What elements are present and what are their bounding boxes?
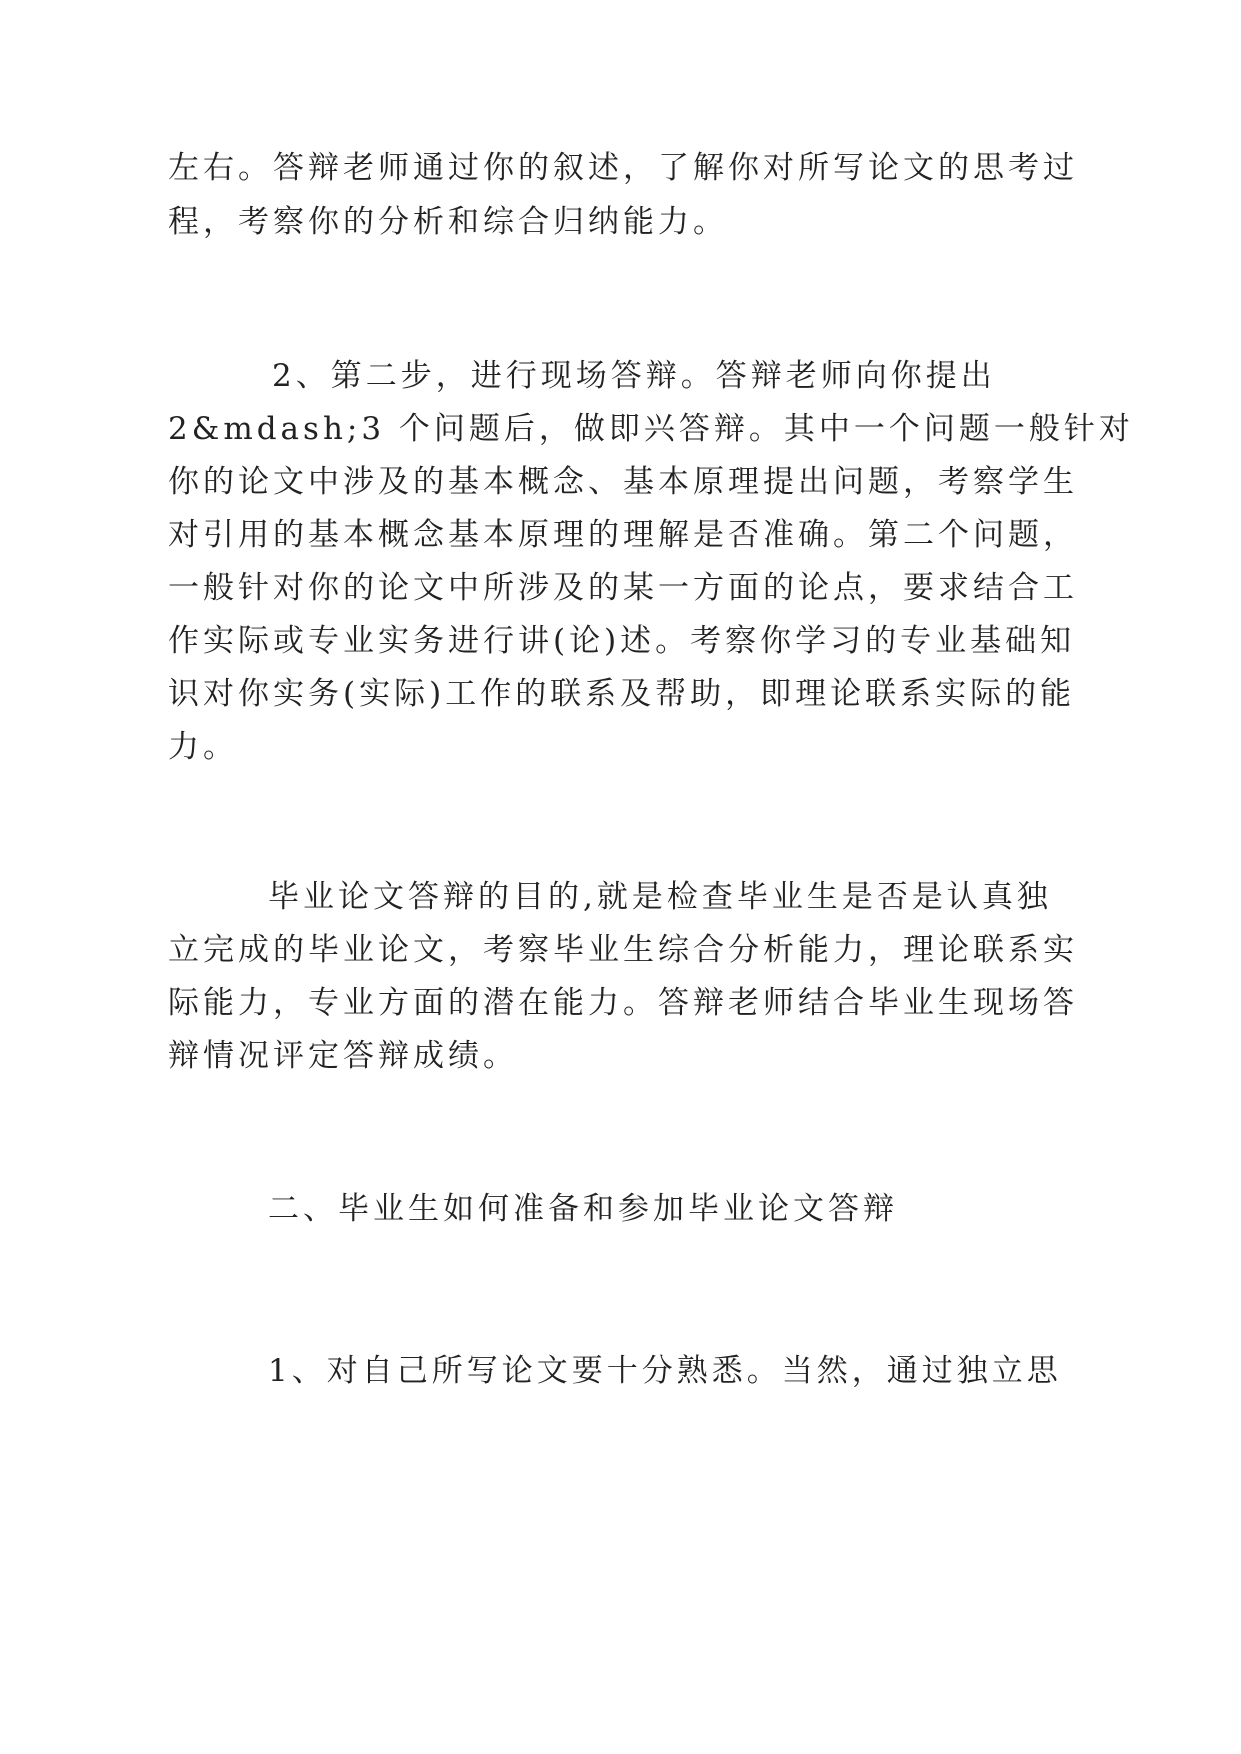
text-line: 作实际或专业实务进行讲(论)述。考察你学习的专业基础知 — [168, 623, 1076, 659]
heading-line: 二、毕业生如何准备和参加毕业论文答辩 — [268, 1191, 898, 1227]
text-line: 毕业论文答辩的目的,就是检查毕业生是否是认真独 — [268, 879, 1052, 915]
text-line: 对引用的基本概念基本原理的理解是否准确。第二个问题， — [168, 517, 1078, 553]
text-line: 立完成的毕业论文，考察毕业生综合分析能力，理论联系实 — [168, 932, 1078, 968]
text-line: 2、第二步，进行现场答辩。答辩老师向你提出 — [272, 358, 996, 394]
text-line: 辩情况评定答辩成绩。 — [168, 1038, 518, 1074]
text-line: 识对你实务(实际)工作的联系及帮助，即理论联系实际的能 — [168, 676, 1076, 712]
text-line: 你的论文中涉及的基本概念、基本原理提出问题，考察学生 — [168, 464, 1078, 500]
text-line: 左右。答辩老师通过你的叙述，了解你对所写论文的思考过 — [168, 150, 1078, 186]
text-line: 程，考察你的分析和综合归纳能力。 — [168, 204, 728, 240]
text-line: 一般针对你的论文中所涉及的某一方面的论点，要求结合工 — [168, 570, 1078, 606]
text-line: 际能力，专业方面的潜在能力。答辩老师结合毕业生现场答 — [168, 985, 1078, 1021]
text-line: 1、对自己所写论文要十分熟悉。当然，通过独立思 — [268, 1353, 1062, 1389]
text-line: 力。 — [168, 729, 238, 765]
text-line: 2&mdash;3 个问题后，做即兴答辩。其中一个问题一般针对 — [168, 411, 1134, 447]
